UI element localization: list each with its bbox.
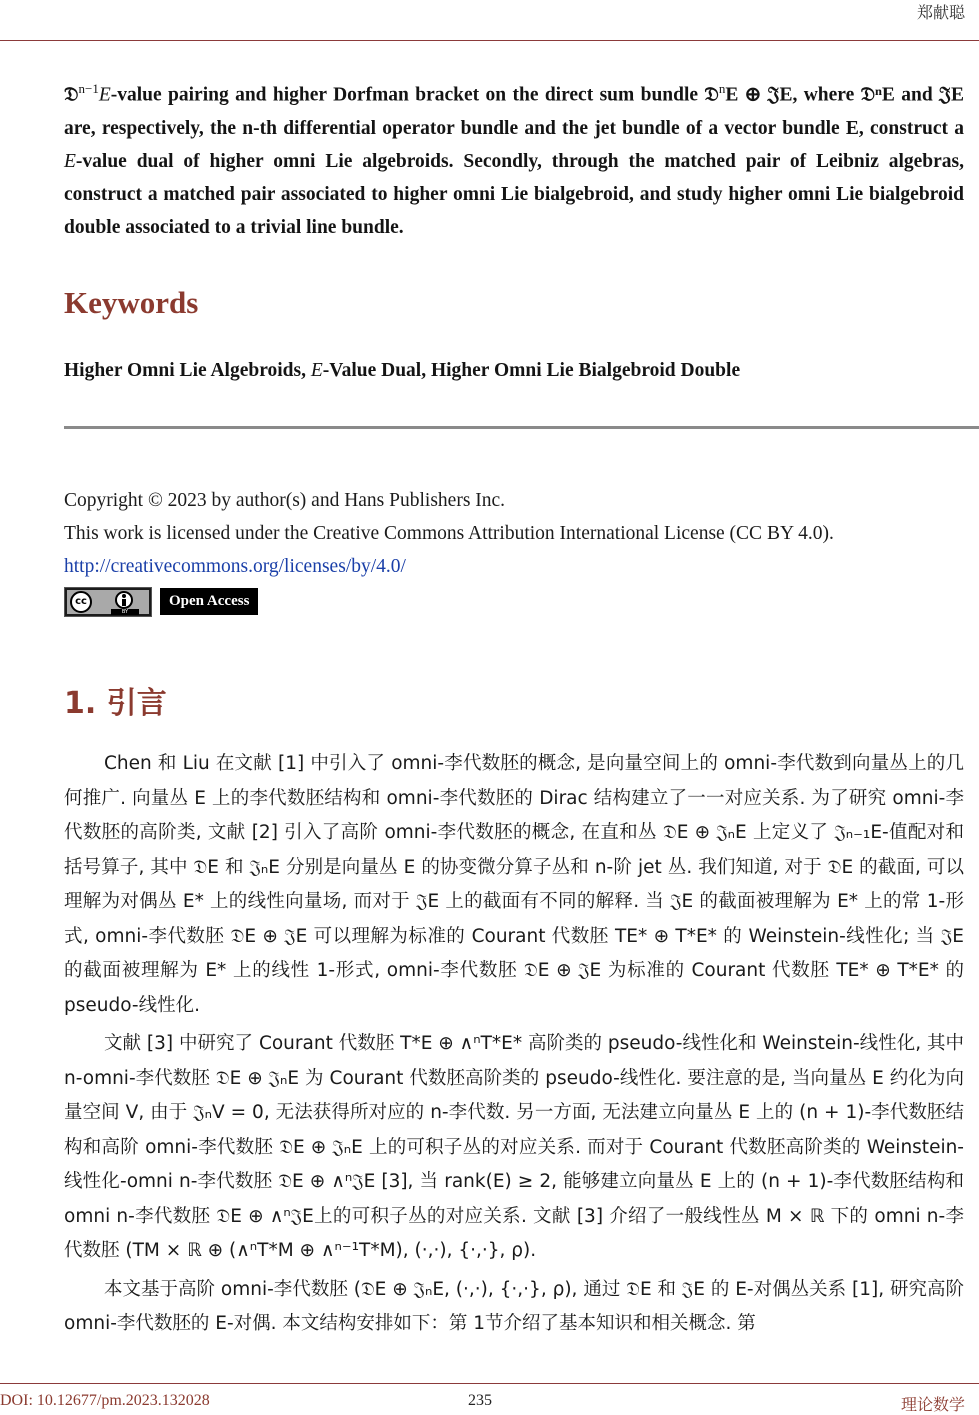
license-line: This work is licensed under the Creative Commons Attribution International License (CC BY 4.0). [64,523,834,544]
bottom-rule [0,1383,979,1384]
by-person-icon [115,591,133,609]
keywords-text [64,360,740,382]
body-paragraph: 文献 [3] 中研究了 Courant 代数胚 T*E ⊕ ∧ⁿT*E* 高阶类的 pseudo-线性化和 Weinstein-线性化, 其中 n-omni-李代数胚 𝔇E ⊕ 𝔍ₙE 为 Courant 代数胚高阶类的 pseudo-线性化. 要注意的是, 当向量丛 E 约化为向量空间 V, 由于 𝔍ₙV = 0, 无法获得所对应的 n-李代数. 另一方面, 无法建立向量丛 E 上的 (n + 1)-李代数胚结构和高阶 omni-李代数胚 𝔇E ⊕ 𝔍ₙE 上的可积子丛的对应关系. 而对于 Courant 代数胚高阶类的 Weinstein-线性化-omni n-李代数胚 𝔇E ⊕ ∧ⁿ𝔍E [3], 当 rank(E) ≥ 2, 能够建立向量丛 E 上的 (n + 1)-李代数胚结构和 omni n-李代数胚 𝔇E ⊕ ∧ⁿ𝔍E上的可积子丛的对应关系. 文献 [3] 介绍了一般线性丛 M × ℝ 下的 omni n-李代数胚 (TM × ℝ ⊕ (∧ⁿT*M ⊕ ∧ⁿ⁻¹T*M), (·,·), {·,·}, ρ). [64,1033,964,1261]
separator-rule [64,426,979,429]
abstract-text: -value pairing and higher Dorfman bracket on the direct sum bundle 𝔇 [110,84,719,106]
keywords-heading: Keywords [64,285,199,320]
license-link[interactable]: http://creativecommons.org/licenses/by/4.0/ [64,556,406,577]
cc-icon: cc [70,591,92,613]
by-label: BY [111,609,139,615]
abstract-text: 𝔇 [64,84,79,106]
top-rule [0,40,979,41]
abstract-paragraph [64,72,964,244]
open-access-badge[interactable]: Open Access [160,588,258,615]
section-title: 1. 引言 [64,686,167,721]
abstract [64,72,964,244]
cc-by-badge[interactable] [64,587,152,617]
abstract-em: E [98,84,111,106]
abstract-text: -value dual of higher omni Lie algebroids. Secondly, through the matched pair of Leibniz algebras, construct a matched pair associated to higher omni Lie bialgebroid, and study higher omni Lie bialgebroid double associated to a trivial line bundle. [64,150,964,238]
footer-journal: 理论数学 [900,1395,965,1414]
footer-doi[interactable]: DOI: 10.12677/pm.2023.132028 [0,1392,210,1409]
footer-page-number: 235 [468,1392,492,1409]
body-paragraph: Chen 和 Liu 在文献 [1] 中引入了 omni-李代数胚的概念, 是向量空间上的 omni-李代数到向量丛上的几何推广. 向量丛 E 上的李代数胚结构和 omni-李代数胚的 Dirac 结构建立了一一对应关系. 为了研究 omni-李代数胚的高阶类, 文献 [2] 引入了高阶 omni-李代数胚的概念, 在直和丛 𝔇E ⊕ 𝔍ₙE 上定义了 𝔍ₙ₋₁E-值配对和括号算子, 其中 𝔇E 和 𝔍ₙE 分别是向量丛 E 的协变微分算子丛和 n-阶 jet 丛. 我们知道, 对于 𝔇E 的截面, 可以理解为对偶丛 E* 上的线性向量场, 而对于 𝔍E 上的截面有不同的解释. 当 𝔍E 的截面被理解为 E* 上的常 1-形式, omni-李代数胚 𝔇E ⊕ 𝔍E 可以理解为标准的 Courant 代数胚 TE* ⊕ T*E* 的 Weinstein-线性化; 当 𝔍E 的截面被理解为 E* 上的线性 1-形式, omni-李代数胚 𝔇E ⊕ 𝔍E 为标准的 Courant 代数胚 TE* ⊕ T*E* 的 pseudo-线性化. [64,753,964,1016]
running-head-author: 郑献聪 [916,3,965,22]
keywords-part: -Value Dual, Higher Omni Lie Bialgebroid Double [322,360,741,381]
body-paragraph: 本文基于高阶 omni-李代数胚 (𝔇E ⊕ 𝔍ₙE, (·,·), {·,·}, ρ), 通过 𝔇E 和 𝔍E 的 E-对偶丛关系 [1], 研究高阶 omni-李代数胚的 E-对偶. 本文结构安排如下：第 1节介绍了基本知识和相关概念. 第 [64,1278,964,1334]
keywords-em: E [310,360,323,381]
abstract-em: E [64,150,76,172]
abstract-text: E ⊕ 𝔍E, [725,84,798,106]
keywords-part: Higher Omni Lie Algebroids, [64,360,311,381]
cc-badge-background [67,590,149,614]
abstract-text: where 𝔇ⁿE and 𝔍E are, respectively, the n-th differential operator bundle and the jet bundle of a vector bundle E, construct a [64,84,964,139]
abstract-sup: n [718,81,726,96]
body-text [64,747,964,1346]
copyright-line: Copyright © 2023 by author(s) and Hans Publishers Inc. [64,490,506,511]
abstract-sup: n−1 [78,81,99,96]
copyright-block [64,484,834,583]
